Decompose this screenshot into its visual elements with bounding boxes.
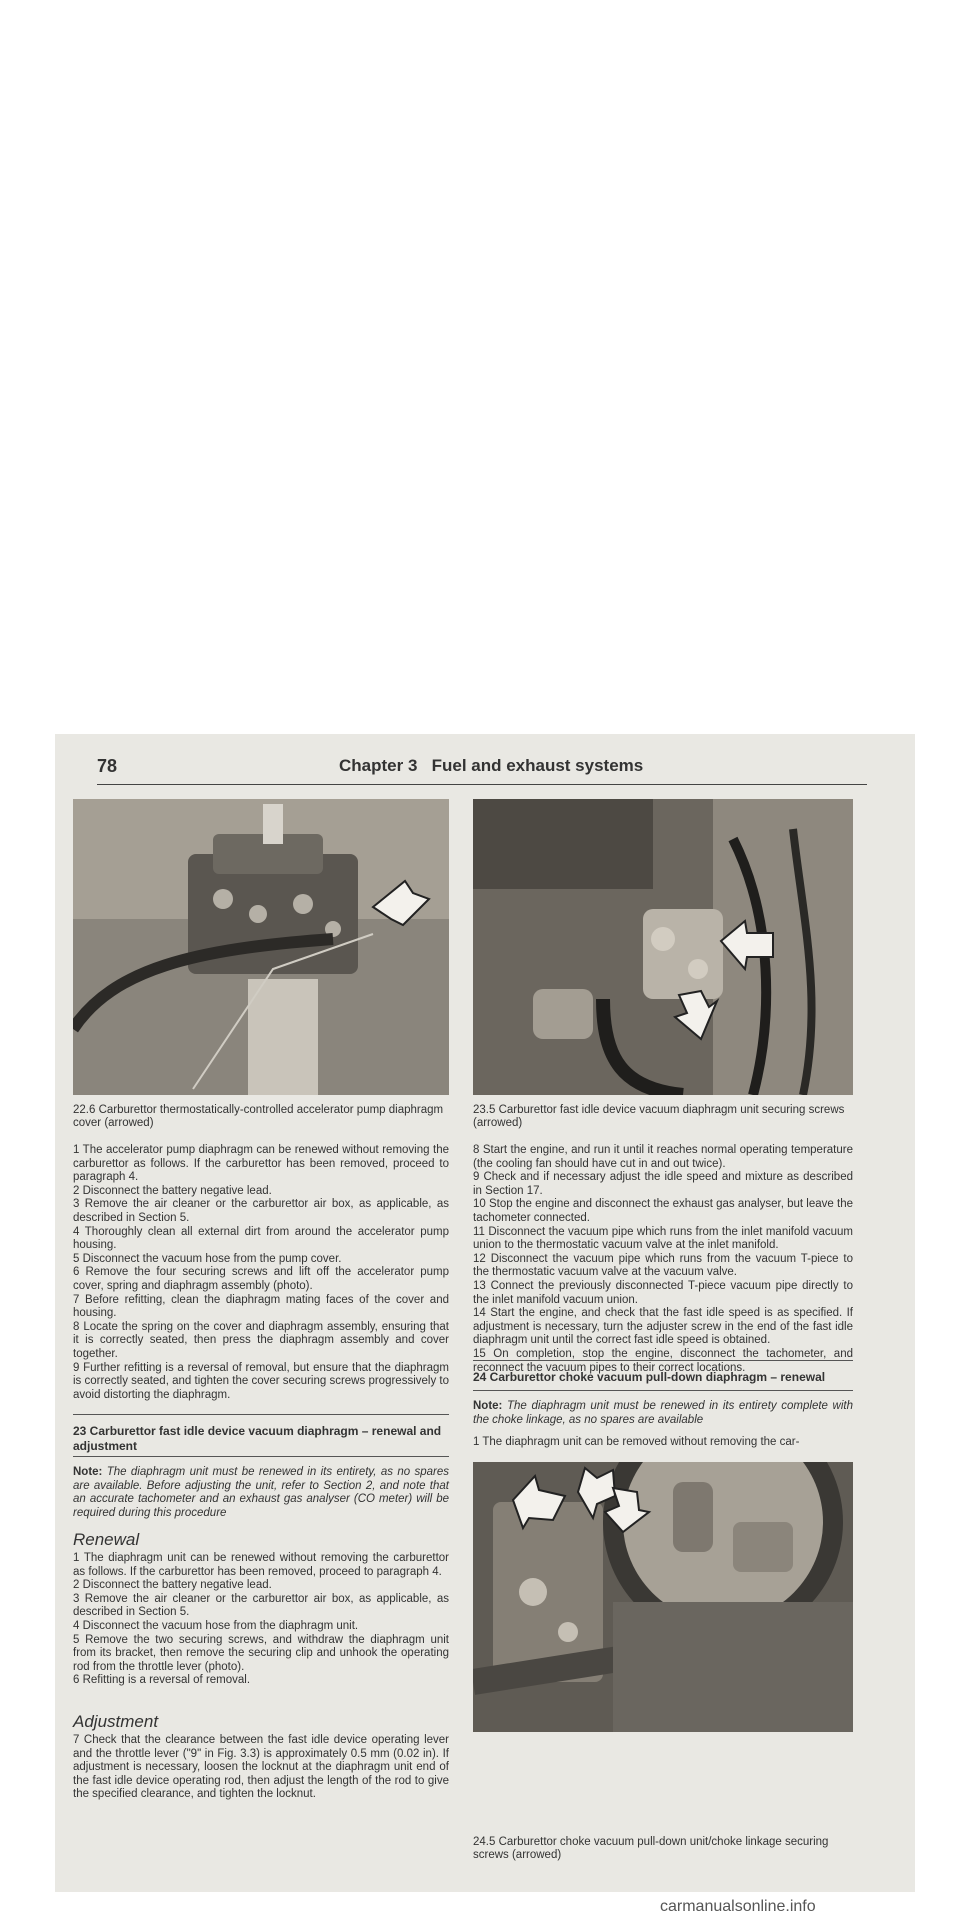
page-header (55, 734, 915, 774)
note-text: The diaphragm unit must be renewed in its entirety complete with the choke linkage, as no spares are available (473, 1400, 853, 1426)
paragraph: 3 Remove the air cleaner or the carburettor air box, as applicable, as described in Section 5. (73, 1592, 449, 1619)
caption-24-5: 24.5 Carburettor choke vacuum pull-down unit/choke linkage securing screws (arrowed) (473, 1836, 829, 1861)
section-23-note (73, 1466, 449, 1520)
right-column-text (473, 1144, 853, 1375)
paragraph: 12 Disconnect the vacuum pipe which runs from the vacuum T-piece to the thermostatic vacuum valve at the vacuum valve. (473, 1252, 853, 1279)
paragraph: 7 Before refitting, clean the diaphragm mating faces of the cover and housing. (73, 1293, 449, 1320)
section-24-text (473, 1436, 853, 1450)
note-label: Note: (73, 1466, 103, 1478)
note-text: The diaphragm unit must be renewed in its entirety, as no spares are available. Before adjusting the unit, refer to Section 2, and note that an accurate tachometer and an exhaust gas analyser (CO meter) will be required during this procedure (73, 1466, 449, 1519)
section-23-rule-bottom (73, 1456, 449, 1457)
section-24-rule-top (473, 1360, 853, 1361)
paragraph: 7 Check that the clearance between the fast idle device operating lever and the throttle lever ("9" in Fig. 3.3) is approximately 0.5 mm (0.02 in). If adjustment is necessary, loosen the locknut at the diaphragm unit end of the fast idle device operating rod, then adjust the length of the rod to give the specified clearance, and tighten the locknut. (73, 1734, 449, 1801)
paragraph: 8 Locate the spring on the cover and diaphragm assembly, ensuring that it is correctly seated, then press the diaphragm assembly and cover together. (73, 1320, 449, 1360)
adjustment-text (73, 1734, 449, 1802)
paragraph: 10 Stop the engine and disconnect the exhaust gas analyser, but leave the tachometer connected. (473, 1198, 853, 1224)
caption-22-6: 22.6 Carburettor thermostatically-controlled accelerator pump diaphragm cover (arrowed) (73, 1104, 444, 1129)
note-label: Note: (473, 1400, 503, 1412)
photo-23-5 (473, 799, 853, 1095)
paragraph: 1 The accelerator pump diaphragm can be renewed without removing the carburettor as follows. If the carburettor has been removed, proceed to paragraph 4. (73, 1144, 449, 1184)
left-intro-text (73, 1144, 449, 1402)
paragraph: 11 Disconnect the vacuum pipe which runs from the inlet manifold vacuum union to the thermostatic vacuum valve at the inlet manifold. (473, 1225, 853, 1252)
section-23-rule-top (73, 1414, 449, 1415)
paragraph: 2 Disconnect the battery negative lead. (73, 1184, 272, 1197)
header-rule (97, 784, 867, 785)
renewal-text (73, 1552, 449, 1688)
paragraph: 4 Thoroughly clean all external dirt from around the accelerator pump housing. (73, 1225, 449, 1252)
chapter-label: Chapter 3 (339, 756, 418, 775)
paragraph: 2 Disconnect the battery negative lead. (73, 1579, 272, 1592)
paragraph: 3 Remove the air cleaner or the carburettor air box, as applicable, as described in Section 5. (73, 1198, 449, 1224)
manual-page (55, 734, 915, 1892)
chapter-heading (339, 756, 643, 776)
paragraph: 9 Further refitting is a reversal of removal, but ensure that the diaphragm is correctly seated, and tighten the cover securing screws progressively to avoid distorting the diaphragm. (73, 1361, 449, 1401)
chapter-title: Fuel and exhaust systems (431, 756, 644, 775)
paragraph: 8 Start the engine, and run it until it reaches normal operating temperature (the cooling fan should have cut in and out twice). (473, 1144, 853, 1170)
watermark: carmanualsonline.info (660, 1898, 816, 1915)
section-24-note (473, 1400, 853, 1427)
section-24-rule-bottom (473, 1390, 853, 1391)
paragraph: 6 Remove the four securing screws and lift off the accelerator pump cover, spring and diaphragm assembly (photo). (73, 1266, 449, 1292)
section-23-heading: 23 Carburettor fast idle device vacuum diaphragm – renewal and adjustment (73, 1424, 442, 1453)
caption-23-5: 23.5 Carburettor fast idle device vacuum diaphragm unit securing screws (arrowed) (473, 1104, 845, 1129)
paragraph: 9 Check and if necessary adjust the idle speed and mixture as described in Section 17. (473, 1171, 853, 1197)
paragraph: 5 Remove the two securing screws, and withdraw the diaphragm unit from its bracket, then remove the securing clip and unhook the operating rod from the throttle lever (photo). (73, 1633, 449, 1673)
paragraph: 6 Refitting is a reversal of removal. (73, 1674, 251, 1687)
adjustment-subheading: Adjustment (73, 1712, 159, 1731)
paragraph: 1 The diaphragm unit can be removed without removing the car- (473, 1436, 800, 1448)
paragraph: 4 Disconnect the vacuum hose from the diaphragm unit. (73, 1619, 359, 1632)
renewal-subheading: Renewal (73, 1530, 140, 1549)
photo-22-6 (73, 799, 449, 1095)
page-number: 78 (97, 756, 118, 776)
paragraph: 5 Disconnect the vacuum hose from the pump cover. (73, 1252, 342, 1265)
paragraph: 1 The diaphragm unit can be renewed without removing the carburettor as follows. If the carburettor has been removed, proceed to paragraph 4. (73, 1552, 449, 1578)
photo-24-5 (473, 1462, 853, 1732)
paragraph: 15 On completion, stop the engine, disconnect the tachometer, and reconnect the vacuum pipes to their correct locations. (473, 1347, 853, 1374)
section-24-heading: 24 Carburettor choke vacuum pull-down diaphragm – renewal (473, 1370, 826, 1384)
paragraph: 14 Start the engine, and check that the fast idle speed is as specified. If adjustment is necessary, turn the adjuster screw in the end of the fast idle diaphragm unit until the correct fast idle speed is obtained. (473, 1307, 853, 1347)
paragraph: 13 Connect the previously disconnected T-piece vacuum pipe directly to the inlet manifold vacuum union. (473, 1279, 853, 1306)
